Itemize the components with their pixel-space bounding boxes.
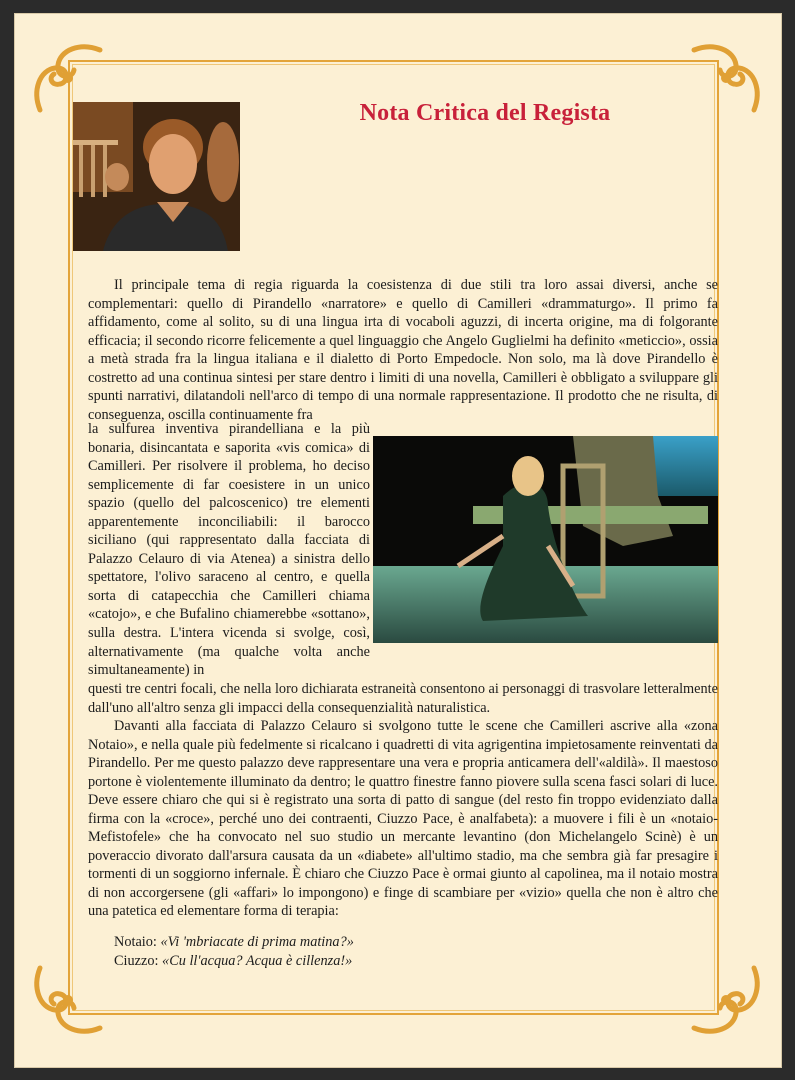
- paragraph-1-bottom-text: questi tre centri focali, che nella loro dichiarata estraneità consentono ai personaggi di trasvolare letteralmente dall'uno all'altro senza gli impacci della consequenzialità naturalistica.: [88, 681, 718, 716]
- director-photo: [73, 102, 240, 251]
- dialogue-line: [114, 933, 354, 952]
- dialogue-text: «Vi 'mbriacate di prima matina?»: [160, 934, 354, 950]
- corner-ornament-bottom-left: [30, 960, 108, 1038]
- paragraph-1-bottom: [88, 680, 718, 717]
- dialogue: [114, 933, 354, 971]
- dialogue-line: [114, 952, 354, 971]
- corner-ornament-bottom-right: [686, 960, 764, 1038]
- paragraph-1-wrap: la sulfurea inventiva pirandelliana e la più bonaria, disincantata e saporita «vis comica» di Camilleri. Per risolvere il problema, ho deciso semplicemente di far coesistere in un unico spazio (quello del palcoscenico) tre elementi apparentemente inconciliabili: il barocco siciliano (qui rappresentato dalla facciata di Palazzo Celauro di via Atenea) a sinistra dello spettatore, l'olivo saraceno al centro, e quella sorta di catapecchia che Camilleri chiama «catojo», e che Bufalino chiamerebbe «sottano», sulla destra. L'intera vicenda si svolge, così, alternativamente (ma qualche volta anche simultaneamente) in: [88, 421, 370, 679]
- corner-ornament-top-right: [686, 40, 764, 118]
- paragraph-1-top-text: Il principale tema di regia riguarda la coesistenza di due stili tra loro assai diversi, anche se complementari: quello di Pirandello «narratore» e quello di Camilleri «drammaturgo». Il primo fa affidamento, come al solito, su di una lingua irta di vocaboli aguzzi, di incerta origine, ma di folgorante efficacia; il secondo ricorre felicemente a quel linguaggio che Angelo Guglielmi ha definito «meticcio», ossia a metà strada fra la lingua italiana e il dialetto di Porto Empedocle. Non solo, ma là dove Pirandello è costretto ad una continua sintesi per stare dentro i limiti di una novella, Camilleri è obbligato a sviluppare gli spunti narrativi, dilatandoli nell'arco di tempo di una normale rappresentazione. Il prodotto che ne risulta, di conseguenza, oscilla continuamente fra: [88, 277, 718, 423]
- dialogue-speaker: Ciuzzo:: [114, 953, 159, 969]
- page-title: Nota Critica del Regista: [359, 100, 611, 126]
- paragraph-1-top: [88, 276, 718, 424]
- stage-photo: [373, 436, 718, 643]
- dialogue-speaker: Notaio:: [114, 934, 157, 950]
- paragraph-2-text: Davanti alla facciata di Palazzo Celauro si svolgono tutte le scene che Camilleri ascrive alla «zona Notaio», e nella quale più fedelmente si ricalcano i quadretti di vita agrigentina impietosamente reinventati da Pirandello. Per me questo palazzo deve rappresentare una vera e propria anticamera dell'«aldilà». Il maestoso portone è violentemente illuminato da dentro; le quattro finestre fanno piovere sulla scena fasci solari di luce. Deve essere chiaro che qui si è registrato una sorta di patto di sangue (del resto fin troppo evidenziato dalla firma con la «croce», perché uno dei contraenti, Ciuzzo Pace, è analfabeta): a muovere i fili è un «notaio-Mefistofele» che ha convocato nel suo studio un mercante levantino (don Michelangelo Scinè) è un poveraccio divorato dall'arsura causata da un «diabete» all'ultimo stadio, ma che sembra già far presagire i tormenti di un soggiorno infernale. È chiaro che Ciuzzo Pace è ormai giunto al capolinea, ma il notaio mostra di non accorgersene (gli «affari» lo impongono) e finge di scambiare per «vizio» quella che non è altro che una patetica ed elementare forma di terapia:: [88, 718, 718, 920]
- dialogue-text: «Cu ll'acqua? Acqua è cillenza!»: [162, 953, 353, 969]
- paragraph-2: [88, 717, 718, 921]
